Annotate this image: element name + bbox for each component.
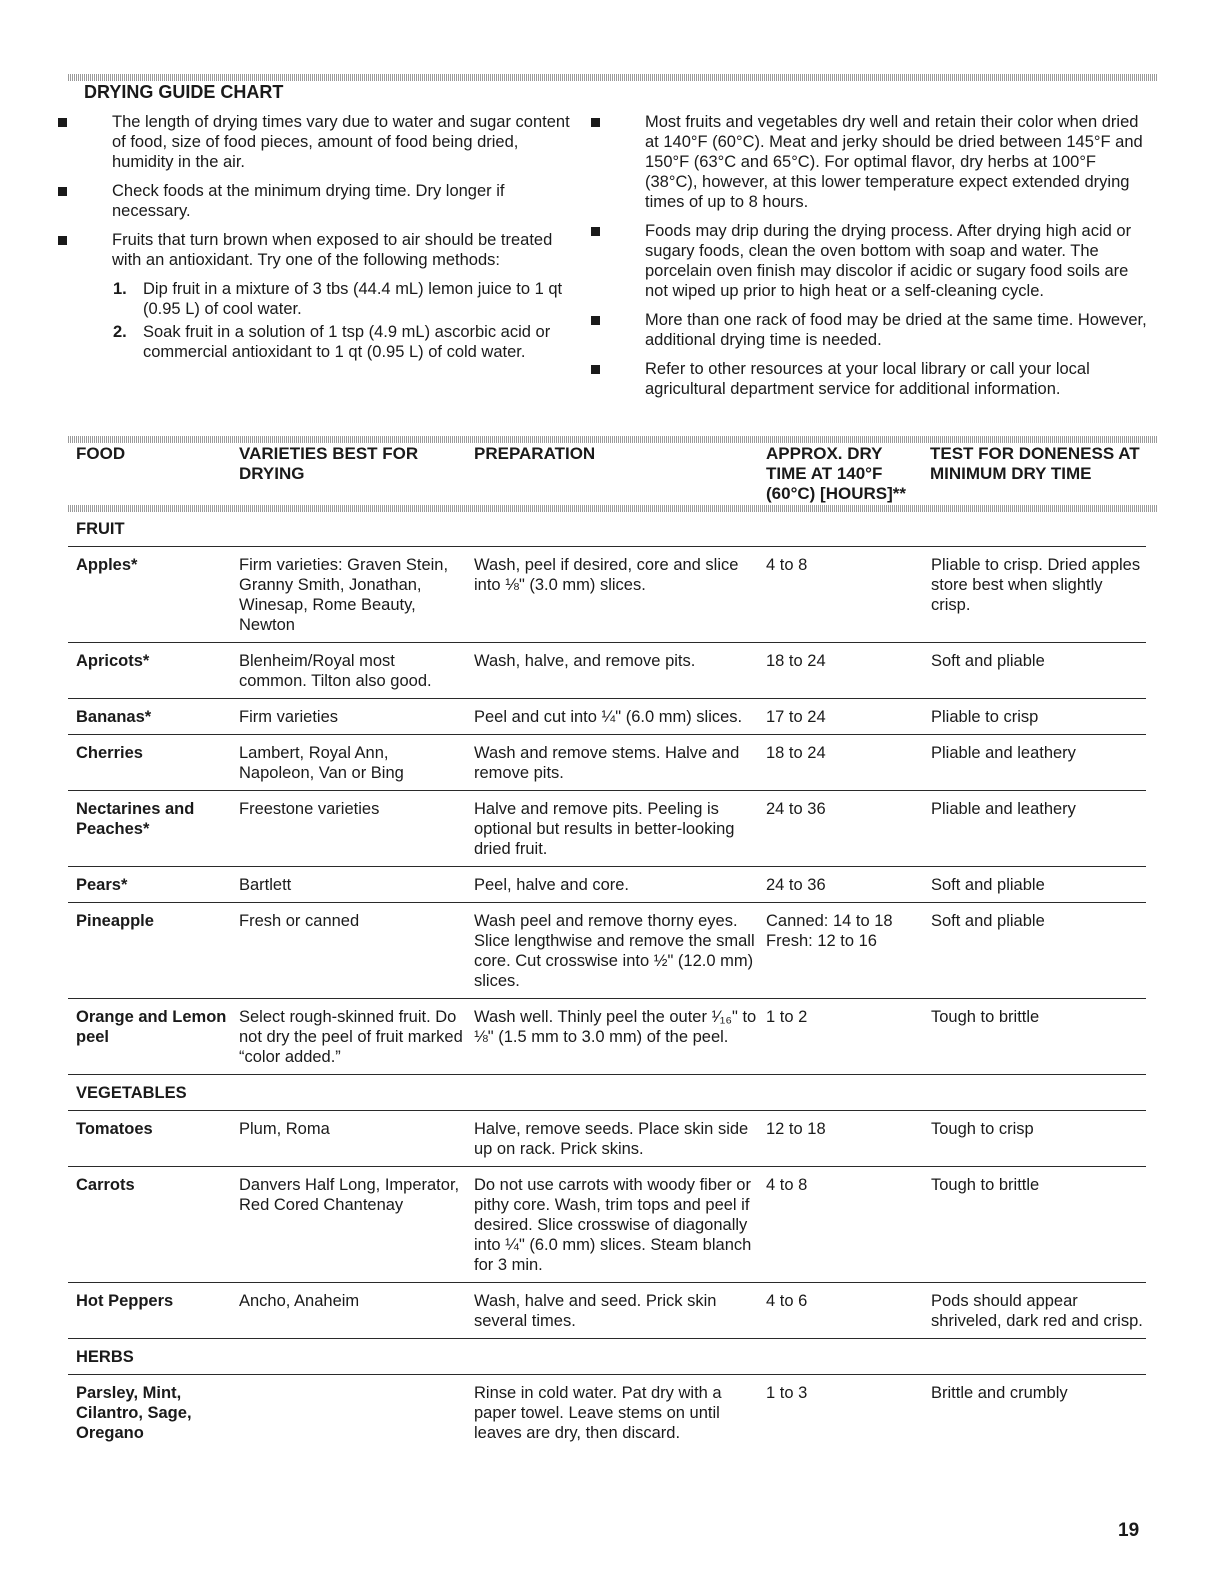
intro-bullet: Refer to other resources at your local library or call your local agricultural department service for additional information. [591,359,1147,399]
cell-preparation: Wash well. Thinly peel the outer ¹⁄₁₆" to ⅛" (1.5 mm to 3.0 mm) of the peel. [474,1008,757,1046]
cell-food: Parsley, Mint, Cilantro, Sage, Oregano [76,1384,192,1442]
cell-doneness: Tough to crisp [931,1120,1034,1138]
section-title: DRYING GUIDE CHART [84,82,284,102]
cell-dry-time: 12 to 18 [766,1120,826,1138]
cell-varieties: Freestone varieties [239,800,380,818]
drying-table [68,511,1146,1450]
category-row [68,511,1146,547]
table-row [68,643,1146,699]
table-row [68,999,1146,1075]
cell-food: Pears* [76,876,128,894]
bullet-square-icon [591,118,600,127]
cell-doneness: Pliable to crisp [931,708,1039,726]
cell-dry-time: 24 to 36 [766,876,826,894]
cell-preparation: Halve, remove seeds. Place skin side up on rack. Prick skins. [474,1120,749,1158]
column-header-varieties: VARIETIES BEST FOR DRYING [239,444,419,483]
table-row [68,1375,1146,1450]
intro-bullet: Check foods at the minimum drying time. Dry longer if necessary. [58,181,578,221]
cell-varieties: Select rough-skinned fruit. Do not dry the peel of fruit marked “color added.” [239,1008,463,1066]
cell-doneness: Pliable and leathery [931,800,1076,818]
cell-doneness: Pods should appear shriveled, dark red and crisp. [931,1292,1143,1330]
cell-food: Hot Peppers [76,1292,174,1310]
method-step: 1. Dip fruit in a mixture of 3 tbs (44.4 mL) lemon juice to 1 qt (0.95 L) of cool water. [113,280,563,318]
cell-food: Tomatoes [76,1120,153,1138]
intro-bullet: The length of drying times vary due to water and sugar content of food, size of food pieces, amount of food being dried, humidity in the air. [58,112,578,172]
bullet-square-icon [591,365,600,374]
column-header-preparation: PREPARATION [474,444,596,463]
cell-food: Cherries [76,744,143,762]
category-label: FRUIT [76,520,125,538]
table-top-hatch-rule [68,436,1158,443]
table-row [68,547,1146,643]
cell-doneness: Tough to brittle [931,1176,1040,1194]
cell-dry-time: Canned: 14 to 18 Fresh: 12 to 16 [766,912,893,950]
bullet-square-icon [591,227,600,236]
intro-bullet: Most fruits and vegetables dry well and retain their color when dried at 140°F (60°C). Meat and jerky should be dried between 145°F and 150°F (63°C and 65°C). For optimal flavor, dry herbs at 100°F (38°C), however, at this lower temperature expect extended drying times of up to 8 hours. [591,112,1147,212]
table-row [68,699,1146,735]
cell-preparation: Wash and remove stems. Halve and remove pits. [474,744,740,782]
bullet-square-icon [58,118,67,127]
cell-preparation: Wash, halve and seed. Prick skin several times. [474,1292,717,1330]
cell-doneness: Soft and pliable [931,652,1045,670]
cell-varieties [231,1383,466,1443]
table-row [68,1283,1146,1339]
cell-doneness: Soft and pliable [931,876,1045,894]
table-row [68,1167,1146,1283]
cell-preparation: Rinse in cold water. Pat dry with a paper towel. Leave stems on until leaves are dry, then discard. [474,1384,722,1442]
cell-varieties: Danvers Half Long, Imperator, Red Cored Chantenay [239,1176,460,1214]
cell-food: Apples* [76,556,138,574]
cell-food: Pineapple [76,912,154,930]
cell-varieties: Bartlett [239,876,292,894]
cell-dry-time: 4 to 8 [766,1176,808,1194]
cell-preparation: Peel, halve and core. [474,876,630,894]
cell-preparation: Wash peel and remove thorny eyes. Slice lengthwise and remove the small core. Cut crosswise into ½" (12.0 mm) slices. [474,912,755,990]
category-row [68,1339,1146,1375]
bullet-square-icon [58,236,67,245]
cell-varieties: Ancho, Anaheim [239,1292,360,1310]
cell-food: Apricots* [76,652,150,670]
cell-dry-time: 1 to 2 [766,1008,808,1026]
cell-dry-time: 17 to 24 [766,708,826,726]
cell-varieties: Fresh or canned [239,912,360,930]
cell-preparation: Wash, peel if desired, core and slice into ⅛" (3.0 mm) slices. [474,556,739,594]
cell-varieties: Lambert, Royal Ann, Napoleon, Van or Bing [239,744,404,782]
category-label: HERBS [76,1348,134,1366]
cell-doneness: Pliable to crisp. Dried apples store best when slightly crisp. [931,556,1141,614]
cell-dry-time: 4 to 8 [766,556,808,574]
cell-doneness: Soft and pliable [931,912,1045,930]
table-row [68,867,1146,903]
intro-bullet: More than one rack of food may be dried at the same time. However, additional drying time is needed. [591,310,1147,350]
category-label: VEGETABLES [76,1084,187,1102]
intro-bullet: Foods may drip during the drying process. After drying high acid or sugary foods, clean the oven bottom with soap and water. The porcelain oven finish may discolor if acidic or sugary food soils are not wiped up prior to high heat or a self-cleaning cycle. [591,221,1147,301]
cell-food: Orange and Lemon peel [76,1008,227,1046]
cell-dry-time: 1 to 3 [766,1384,808,1402]
page-number: 19 [1118,1520,1140,1541]
cell-preparation: Halve and remove pits. Peeling is optional but results in better-looking dried fruit. [474,800,735,858]
bullet-square-icon [58,187,67,196]
column-header-doneness: TEST FOR DONENESS AT MINIMUM DRY TIME [930,444,1140,483]
table-row [68,791,1146,867]
top-hatch-rule [68,74,1158,81]
column-header-food: FOOD [76,444,126,463]
cell-varieties: Plum, Roma [239,1120,330,1138]
cell-varieties: Blenheim/Royal most common. Tilton also good. [239,652,432,690]
cell-dry-time: 18 to 24 [766,744,826,762]
cell-varieties: Firm varieties: Graven Stein, Granny Smith, Jonathan, Winesap, Rome Beauty, Newton [239,556,449,634]
cell-dry-time: 18 to 24 [766,652,826,670]
cell-dry-time: 24 to 36 [766,800,826,818]
category-row [68,1075,1146,1111]
cell-food: Bananas* [76,708,152,726]
column-header-dry-time: APPROX. DRY TIME AT 140°F (60°C) [HOURS]** [766,444,906,503]
cell-doneness: Pliable and leathery [931,744,1076,762]
cell-doneness: Tough to brittle [931,1008,1040,1026]
table-row [68,735,1146,791]
bullet-square-icon [591,316,600,325]
cell-doneness: Brittle and crumbly [931,1384,1068,1402]
method-step: 2. Soak fruit in a solution of 1 tsp (4.9 mL) ascorbic acid or commercial antioxidant to 1 qt (0.95 L) of cold water. [113,323,551,361]
cell-food: Carrots [76,1176,135,1194]
cell-preparation: Do not use carrots with woody fiber or pithy core. Wash, trim tops and peel if desired. Slice crosswise of diagonally into ¼" (6.0 mm) slices. Steam blanch for 3 min. [474,1176,752,1274]
intro-bullet: Fruits that turn brown when exposed to air should be treated with an antioxidant. Try one of the following methods: [58,230,578,270]
cell-preparation: Wash, halve, and remove pits. [474,652,696,670]
cell-dry-time: 4 to 6 [766,1292,808,1310]
cell-preparation: Peel and cut into ¼" (6.0 mm) slices. [474,708,743,726]
intro-left-column [58,112,578,365]
cell-food: Nectarines and Peaches* [76,800,195,838]
table-row [68,903,1146,999]
table-row [68,1111,1146,1167]
intro-right-column [591,112,1147,408]
cell-varieties: Firm varieties [239,708,339,726]
